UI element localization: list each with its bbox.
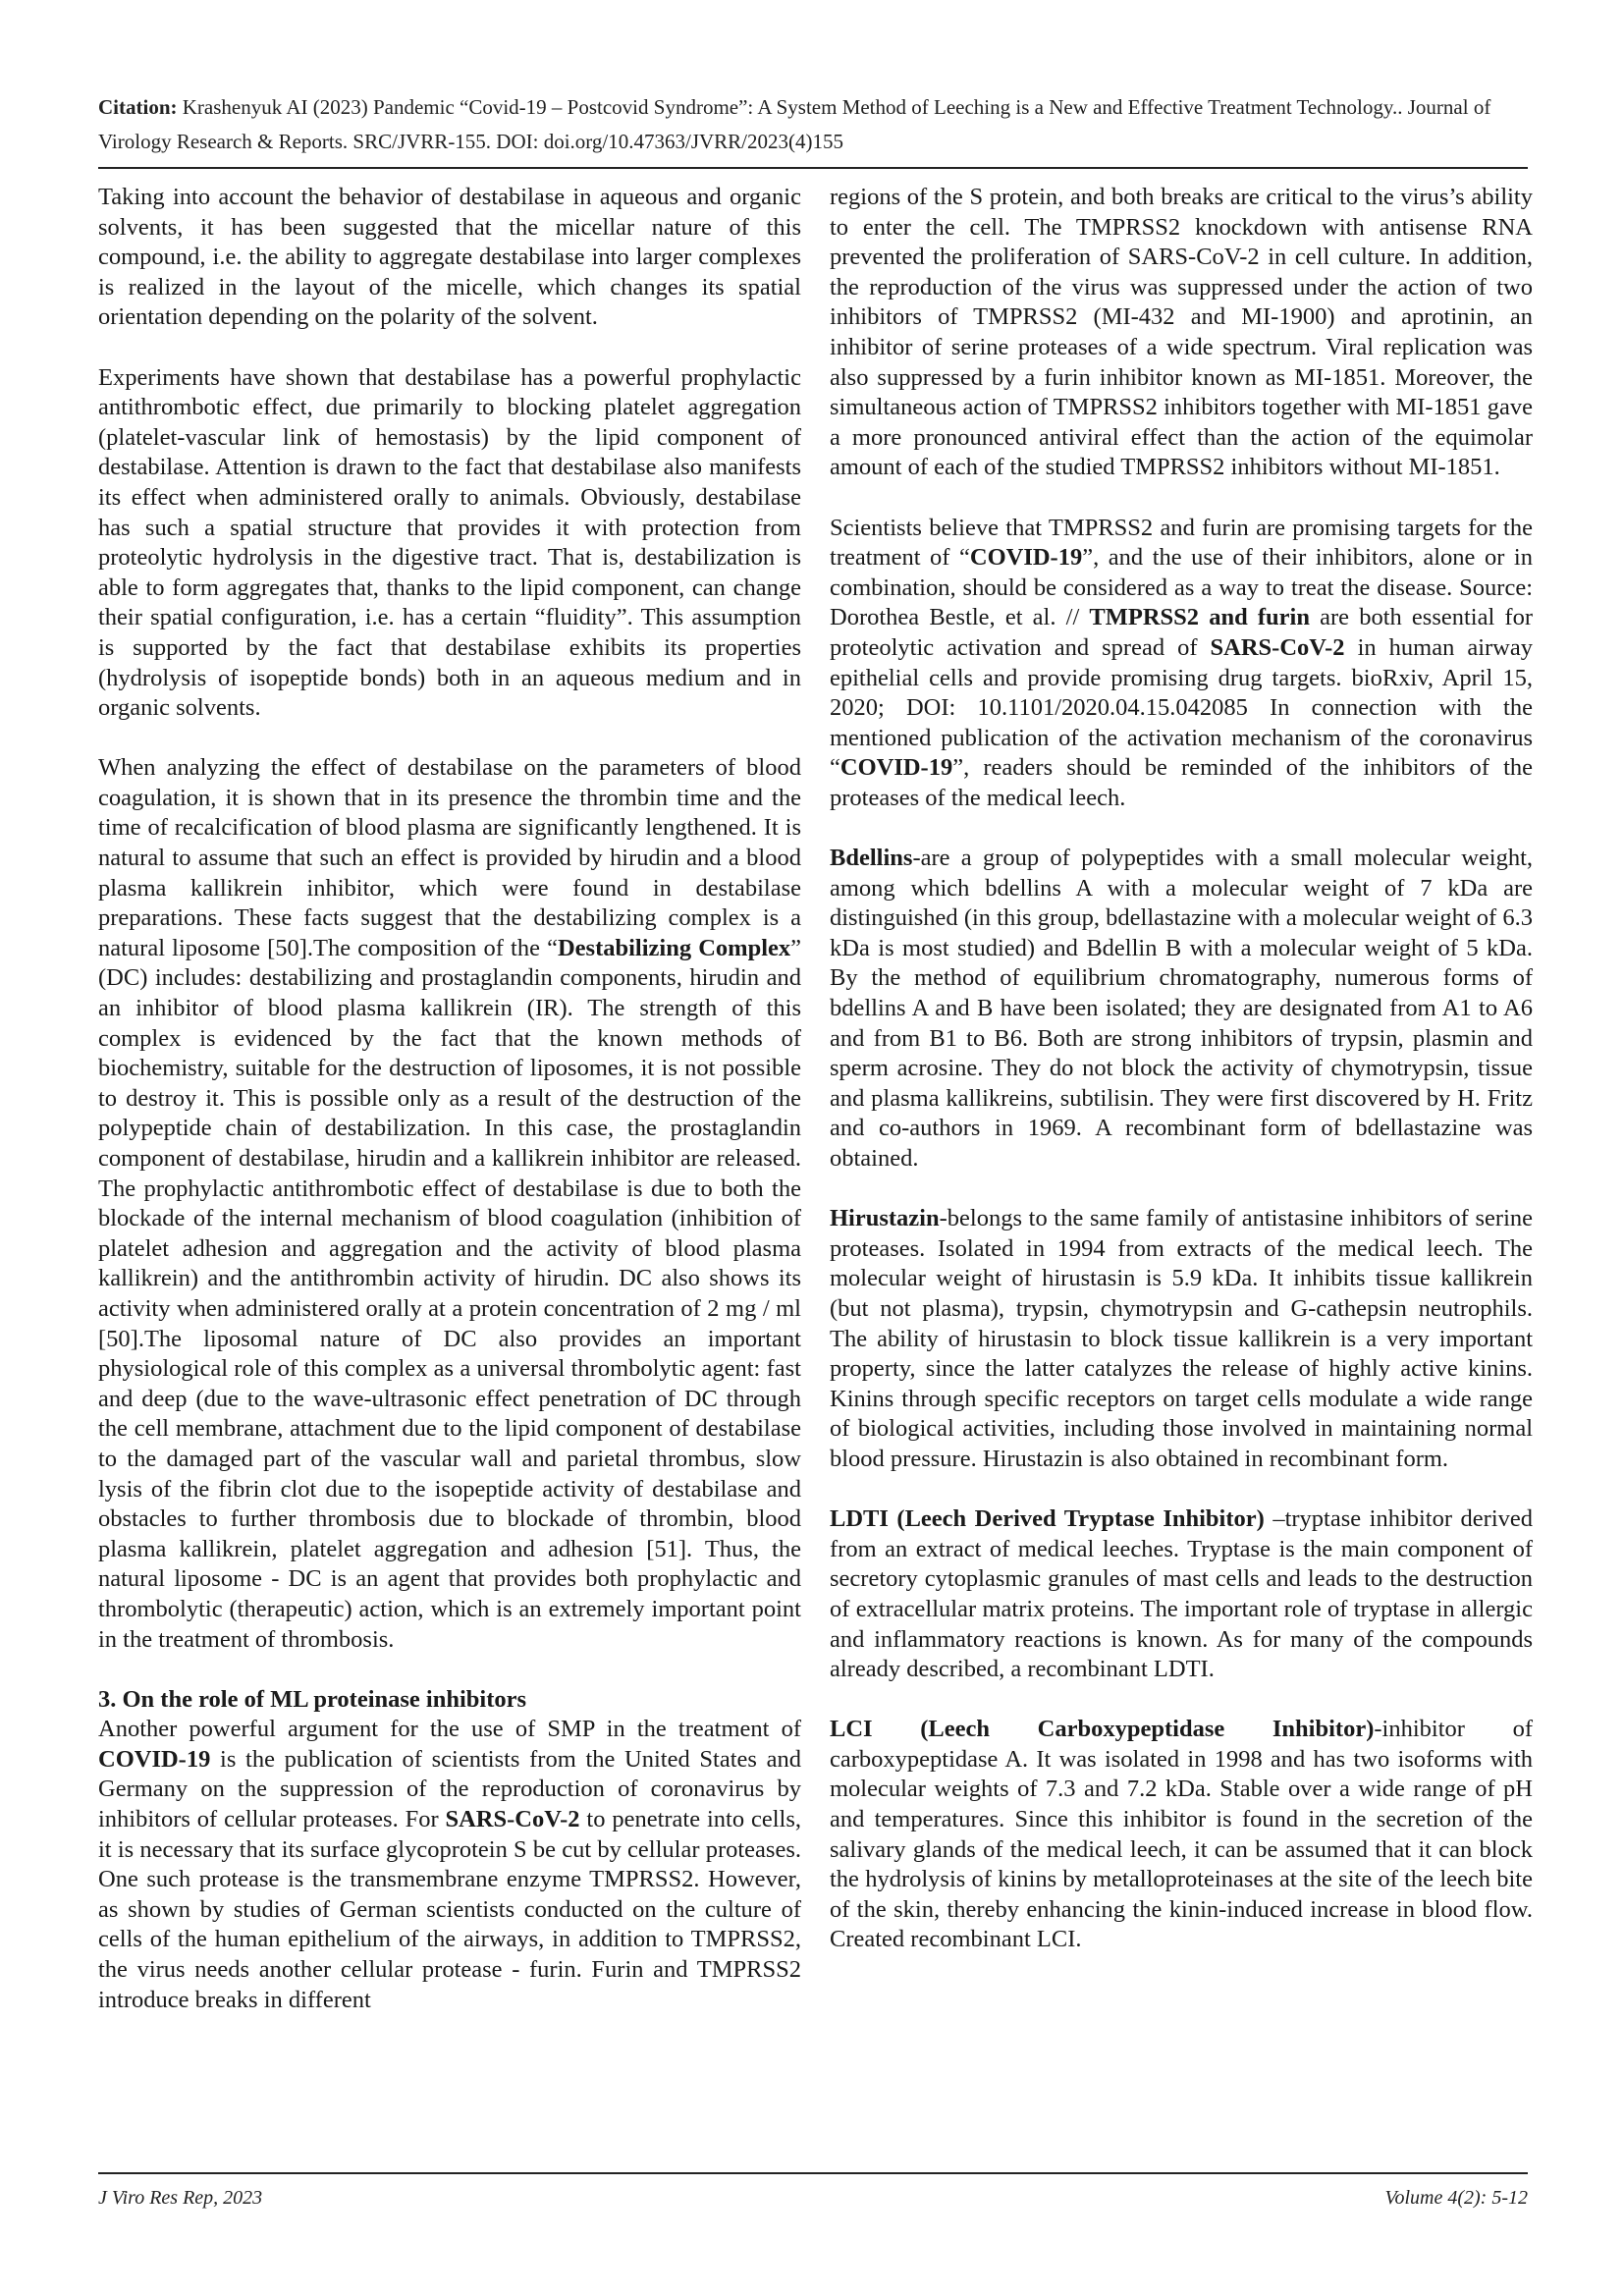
citation-label: Citation: bbox=[98, 95, 178, 119]
paragraph: LDTI (Leech Derived Tryptase Inhibitor) –tryptase inhibitor derived from an extract of medical leeches. Tryptase is the main component of secretory cytoplasmic granules of mast cells and leads to the destruction of extracellular matrix proteins. The important role of tryptase in allergic and inflammatory reactions is known. As for many of the compounds already described, a recombinant LDTI. bbox=[830, 1505, 1533, 1683]
bold-term: COVID-19 bbox=[98, 1745, 211, 1773]
left-column bbox=[98, 183, 801, 2015]
bold-term: TMPRSS2 and furin bbox=[1089, 604, 1310, 631]
paragraph: When analyzing the effect of destabilase on the parameters of blood coagulation, it is shown that in its presence the thrombin time and the time of recalcification of blood plasma are significantly lengthened. It is natural to assume that such an effect is provided by hirudin and a blood plasma kallikrein inhibitor, which were found in destabilase preparations. These facts suggest that the destabilizing complex is a natural liposome [50].The composition of the “Destabilizing Complex” (DC) includes: destabilizing and prostaglandin components, hirudin and an inhibitor of blood plasma kallikrein (IR). The strength of this complex is evidenced by the fact that the known methods of biochemistry, suitable for the destruction of liposomes, it is not possible to destroy it. This is possible only as a result of the destruction of the polypeptide chain of destabilization. In this case, the prostaglandin component of destabilase, hirudin and a kallikrein inhibitor are released. The prophylactic antithrombotic effect of destabilase is due to both the blockade of the internal mechanism of blood coagulation (inhibition of platelet adhesion and aggregation and the activity of blood plasma kallikrein) and the antithrombin activity of hirudin. DC also shows its activity when administered orally at a protein concentration of 2 mg / ml [50].The liposomal nature of DC also provides an important physiological role of this complex as a universal thrombolytic agent: fast and deep (due to the wave-ultrasonic effect penetration of DC through the cell membrane, attachment due to the lipid component of destabilase to the damaged part of the vascular wall and parietal thrombus, slow lysis of the fibrin clot due to the isopeptide activity of destabilase and obstacles to further thrombosis due to blockade of thrombin, blood plasma kallikrein, platelet aggregation and adhesion [51]. Thus, the natural liposome - DC is an agent that provides both prophylactic and thrombolytic (therapeutic) action, which is an extremely important point in the treatment of thrombosis. bbox=[98, 754, 802, 1653]
paragraph: Taking into account the behavior of destabilase in aqueous and organic solvents, it has been suggested that the micellar nature of this compound, i.e. the ability to aggregate destabilase into larger complexes is realized in the layout of the micelle, which changes its spatial orientation depending on the polarity of the solvent. bbox=[98, 184, 801, 331]
header-divider bbox=[98, 167, 1528, 169]
bold-term: Hirustazin bbox=[830, 1205, 940, 1232]
paragraph: LCI (Leech Carboxypeptidase Inhibitor)-inhibitor of carboxypeptidase A. It was isolated in 1998 and has two isoforms with molecular weights of 7.3 and 7.2 kDa. Stable over a wide range of pH and temperatures. Since this inhibitor is found in the secretion of the salivary glands of the medical leech, it can be assumed that it can block the hydrolysis of kinins by metalloproteinases at the site of the leech bite of the skin, thereby enhancing the kinin-induced increase in blood flow. Created recombinant LCI. bbox=[830, 1716, 1533, 1953]
bold-term: COVID-19 bbox=[839, 754, 953, 782]
bold-term: LCI (Leech Carboxypeptidase Inhibitor) bbox=[830, 1716, 1375, 1743]
bold-term: COVID-19 bbox=[969, 544, 1083, 572]
footer-divider bbox=[98, 2172, 1528, 2174]
paragraph: Experiments have shown that destabilase has a powerful prophylactic antithrombotic effect, due primarily to blocking platelet aggregation (platelet-vascular link of hemostasis) by the lipid component of destabilase. Attention is drawn to the fact that destabilase also manifests its effect when administered orally to animals. Obviously, destabilase has such a spatial structure that provides it with protection from proteolytic hydrolysis in the digestive tract. That is, destabilization is able to form aggregates that, thanks to the lipid component, can change their spatial configuration, i.e. has a certain “fluidity”. This assumption is supported by the fact that destabilase exhibits its properties (hydrolysis of isopeptide bonds) both in an aqueous medium and in organic solvents. bbox=[98, 363, 801, 722]
citation-header bbox=[98, 90, 1532, 159]
footer-volume: Volume 4(2): 5-12 bbox=[1384, 2187, 1528, 2209]
paragraph: Scientists believe that TMPRSS2 and furin are promising targets for the treatment of “COVID-19”, and the use of their inhibitors, alone or in combination, should be considered as a way to treat the disease. Source: Dorothea Bestle, et al. // TMPRSS2 and furin are both essential for proteolytic activation and spread of SARS-CoV-2 in human airway epithelial cells and provide promising drug targets. bioRxiv, April 15, 2020; DOI: 10.1101/2020.04.15.042085 In connection with the mentioned publication of the activation mechanism of the coronavirus “COVID-19”, readers should be reminded of the inhibitors of the proteases of the medical leech. bbox=[830, 514, 1533, 811]
section-heading: 3. On the role of ML proteinase inhibitors bbox=[98, 1685, 527, 1713]
bold-term: Destabilizing Complex bbox=[557, 934, 791, 961]
paragraph: Another powerful argument for the use of SMP in the treatment of COVID-19 is the publication of scientists from the United States and Germany on the suppression of the reproduction of coronavirus by inhibitors of cellular proteases. For SARS-CoV-2 to penetrate into cells, it is necessary that its surface glycoprotein S be cut by cellular proteases. One such protease is the transmembrane enzyme TMPRSS2. However, as shown by studies of German scientists conducted on the culture of cells of the human epithelium of the airways, in addition to TMPRSS2, the virus needs another cellular protease - furin. Furin and TMPRSS2 introduce breaks in different bbox=[98, 1716, 801, 2013]
paragraph: Hirustazin-belongs to the same family of antistasine inhibitors of serine proteases. Isolated in 1994 from extracts of the medical leech. The molecular weight of hirustasin is 5.9 kDa. It inhibits tissue kallikrein (but not plasma), trypsin, chymotrypsin and G-cathepsin neutrophils. The ability of hirustasin to block tissue kallikrein is a very important property, since the latter catalyzes the release of highly active kinins. Kinins through specific receptors on target cells modulate a wide range of biological activities, including those involved in maintaining normal blood pressure. Hirustazin is also obtained in recombinant form. bbox=[830, 1205, 1533, 1472]
bold-term: SARS-CoV-2 bbox=[1210, 633, 1345, 661]
bold-term: LDTI (Leech Derived Tryptase Inhibitor) bbox=[830, 1505, 1265, 1533]
right-column bbox=[830, 183, 1533, 1955]
bold-term: SARS-CoV-2 bbox=[445, 1806, 580, 1833]
bold-term: Bdellins bbox=[830, 845, 913, 872]
citation-text: Krashenyuk AI (2023) Pandemic “Covid-19 – Postcovid Syndrome”: A System Method of Leeching is a New and Effective Treatment Technology.. Journal of Virology Research & Reports. SRC/JVRR-155. DOI: doi.org/10.47363/JVRR/2023(4)155 bbox=[98, 95, 1491, 153]
paragraph: regions of the S protein, and both breaks are critical to the virus’s ability to enter the cell. The TMPRSS2 knockdown with antisense RNA prevented the proliferation of SARS-CoV-2 in cell culture. In addition, the reproduction of the virus was suppressed under the action of two inhibitors of TMPRSS2 (MI-432 and MI-1900) and aprotinin, an inhibitor of serine proteases of a wide spectrum. Viral replication was also suppressed by a furin inhibitor known as MI-1851. Moreover, the simultaneous action of TMPRSS2 inhibitors together with MI-1851 gave a more pronounced antiviral effect than the action of the equimolar amount of each of the studied TMPRSS2 inhibitors without MI-1851. bbox=[830, 184, 1533, 481]
paragraph: Bdellins-are a group of polypeptides with a small molecular weight, among which bdellins A with a molecular weight of 7 kDa are distinguished (in this group, bdellastazine with a molecular weight of 6.3 kDa is most studied) and Bdellin B with a molecular weight of 5 kDa. By the method of equilibrium chromatography, numerous forms of bdellins A and B have been isolated; they are designated from A1 to A6 and from B1 to B6. Both are strong inhibitors of trypsin, plasmin and sperm acrosine. They do not block the activity of chymotrypsin, tissue and plasma kallikreins, subtilisin. They were first discovered by H. Fritz and co-authors in 1969. A recombinant form of bdellastazine was obtained. bbox=[830, 845, 1533, 1172]
footer-journal: J Viro Res Rep, 2023 bbox=[98, 2187, 263, 2209]
